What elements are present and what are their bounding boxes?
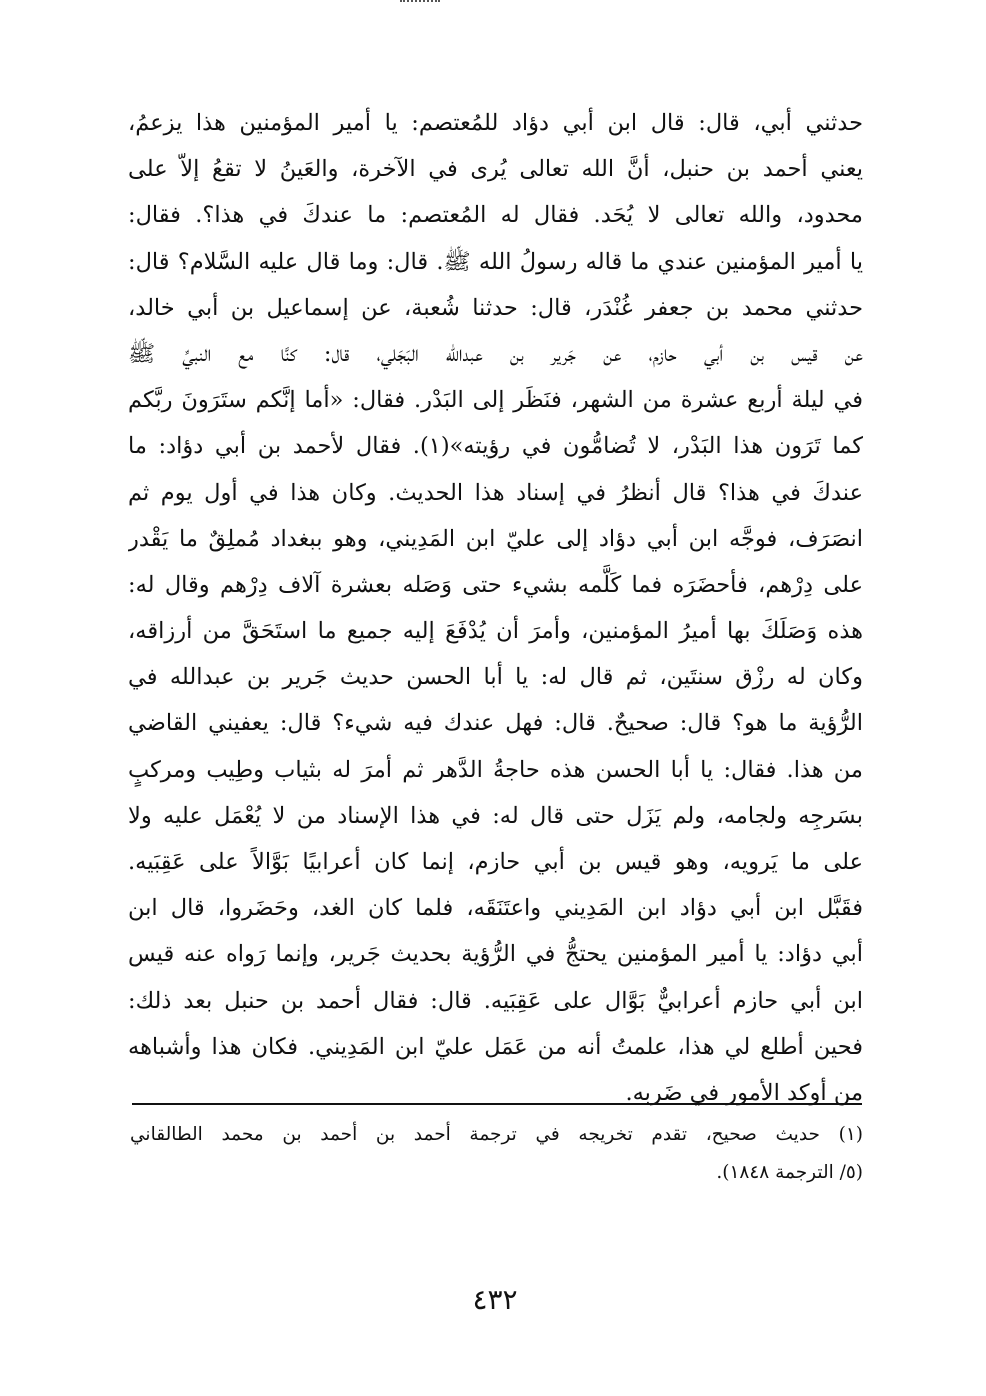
- footnote-separator: [132, 1103, 862, 1105]
- body-line: حدثني أبي، قال: قال ابن أبي دؤاد للمُعتصم: يا أمير المؤمنين هذا يزعمُ،: [128, 110, 863, 136]
- body-line: من أوكد الأمور في ضَربه.: [625, 1079, 863, 1106]
- body-line: هذه وَصَلَكَ بها أميرُ المؤمنين، وأمرَ أن يُدْفَعَ إليه جميع ما استَحَقَّ من أرزاقه،: [128, 618, 863, 645]
- body-line: من هذا. فقال: يا أبا الحسن هذه حاجةُ الدَّهر ثم أمرَ له بثياب وطِيب ومركبٍ: [128, 756, 863, 783]
- body-line: حدثني محمد بن جعفر غُنْدَر، قال: حدثنا شُعبة، عن إسماعيل بن أبي خالد،: [128, 294, 863, 321]
- body-line: فقَبَّل ابن أبي دؤاد ابن المَدِيني واعتَنَقَه، فلما كان الغد، وحَضَروا، قال ابن: [128, 895, 863, 922]
- body-line: الرُّؤية ما هو؟ قال: صحيحٌ. قال: فهل عندك فيه شيء؟ قال: يعفيني القاضي: [128, 710, 863, 737]
- body-line: يعني أحمد بن حنبل، أنَّ الله تعالى يُرى في الآخرة، والعَينُ لا تقعُ إلاّ على: [128, 156, 863, 183]
- body-line: انصَرَف، فوجَّه ابن أبي دؤاد إلى عليّ ابن المَدِيني، وهو ببغداد مُملِقٌ ما يَقْدر: [128, 525, 863, 552]
- body-line: أبي دؤاد: يا أمير المؤمنين يحتجُّ في الرُّؤية بحديث جَرير، وإنما رَواه عنه قيس: [128, 941, 863, 968]
- footnote-line: (١) حديث صحيح، تقدم تخريجه في ترجمة أحمد بن أحمد بن محمد الطالقاني: [130, 1124, 863, 1145]
- page-number: ٤٣٢: [472, 1283, 518, 1316]
- body-line: في ليلة أربع عشرة من الشهر، فنَظَر إلى البَدْر. فقال: «أما إنَّكم ستَرَونَ ربَّكم: [128, 387, 863, 414]
- footnote: [130, 1116, 863, 1192]
- body-line: عن قيس بن أبي حازم، عن جَرير بن عبدالله البَجَلي، قال: كنَّا مع النبيِّ ﷺ: [128, 340, 863, 367]
- body-text: [128, 100, 863, 1116]
- scan-mark: [400, 0, 440, 10]
- body-line: محدود، والله تعالى لا يُحَد. فقال له المُعتصم: ما عندكَ في هذا؟. فقال:: [128, 202, 863, 229]
- body-line: يا أمير المؤمنين عندي ما قاله رسولُ الله ﷺ. قال: وما قال عليه السَّلام؟ قال:: [128, 248, 863, 275]
- body-line: بسَرجِه ولجامه، ولم يَزَل حتى قال له: في هذا الإسناد من لا يُعْمَل عليه ولا: [128, 802, 863, 829]
- body-line: فحين أطلع لي هذا، علمتُ أنه من عَمَل عليّ ابن المَدِيني. فكان هذا وأشباهه: [128, 1033, 863, 1060]
- body-line: كما تَرَون هذا البَدْر، لا تُضامُّون في رؤيته»(١). فقال لأحمد بن أبي دؤاد: ما: [128, 433, 863, 460]
- body-line: على ما يَرويه، وهو قيس بن أبي حازم، إنما كان أعرابيًا بَوَّالاً على عَقِبَيه.: [128, 849, 863, 875]
- body-line: عندكَ في هذا؟ قال أنظرُ في إسناد هذا الحديث. وكان هذا في أول يوم ثم: [128, 479, 863, 506]
- body-line: وكان له رزْق سنتَين، ثم قال له: يا أبا الحسن حديث جَرير بن عبدالله في: [128, 664, 863, 691]
- body-line: ابن أبي حازم أعرابيٌّ بَوَّال على عَقِبَيه. قال: فقال أحمد بن حنبل بعد ذلك:: [128, 987, 863, 1014]
- footnote-line: (٥/ الترجمة ١٨٤٨).: [716, 1162, 863, 1183]
- body-line: على دِرْهم، فأحضَرَه فما كَلَّمه بشيء حتى وَصَله بعشرة آلاف دِرْهم وقال له:: [128, 571, 863, 598]
